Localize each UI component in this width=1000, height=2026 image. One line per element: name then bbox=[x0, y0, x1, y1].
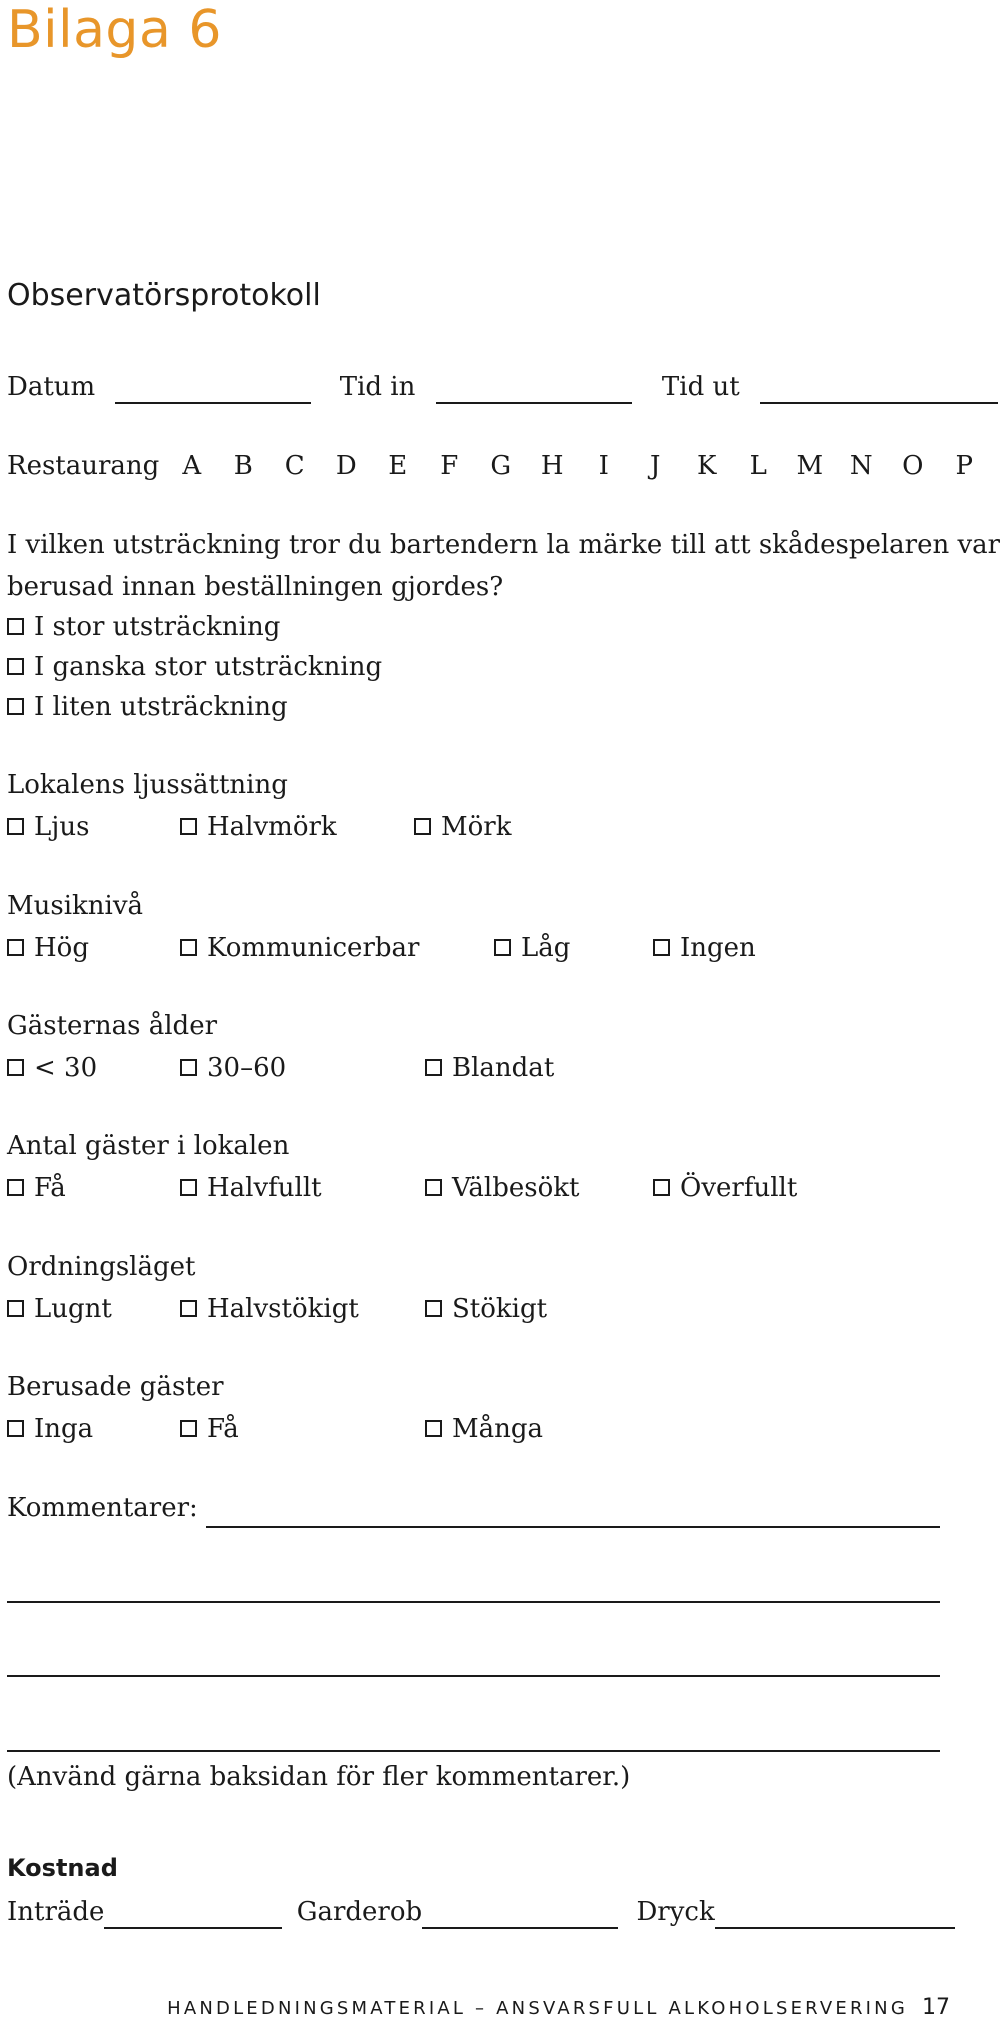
option-label: Låg bbox=[521, 933, 571, 963]
cost-title: Kostnad bbox=[7, 1854, 118, 1882]
date-label: Datum bbox=[7, 372, 96, 402]
entry-label: Inträde bbox=[7, 1897, 105, 1927]
checkbox[interactable] bbox=[425, 1059, 442, 1076]
comments-note: (Använd gärna baksidan för fler kommentarer.) bbox=[7, 1762, 631, 1792]
cost-row bbox=[7, 1895, 955, 1929]
restaurant-letter[interactable]: M bbox=[796, 451, 824, 481]
restaurant-letter[interactable]: C bbox=[284, 451, 305, 481]
restaurant-letter[interactable]: A bbox=[182, 451, 202, 481]
restaurant-label: Restaurang bbox=[7, 451, 160, 481]
checkbox[interactable] bbox=[414, 818, 431, 835]
age-option-mixed[interactable] bbox=[425, 1051, 554, 1085]
time-in-label: Tid in bbox=[339, 372, 416, 402]
option-low-extent[interactable] bbox=[7, 690, 288, 724]
age-option-30-60[interactable] bbox=[180, 1051, 286, 1085]
option-fairly-high-extent[interactable] bbox=[7, 650, 382, 684]
comments-label: Kommentarer: bbox=[7, 1493, 198, 1523]
option-label: Få bbox=[34, 1173, 66, 1203]
drunk-option-few[interactable] bbox=[180, 1412, 239, 1446]
option-label: Få bbox=[207, 1414, 239, 1444]
guests-option-few[interactable] bbox=[7, 1171, 66, 1205]
checkbox[interactable] bbox=[180, 818, 197, 835]
checkbox[interactable] bbox=[7, 1059, 24, 1076]
option-label: Många bbox=[452, 1414, 544, 1444]
guests-label: Antal gäster i lokalen bbox=[7, 1131, 290, 1161]
option-high-extent[interactable] bbox=[7, 610, 280, 644]
time-in-field[interactable] bbox=[436, 378, 632, 404]
checkbox[interactable] bbox=[7, 1179, 24, 1196]
comments-line-3[interactable] bbox=[7, 1675, 940, 1677]
restaurant-letter[interactable]: B bbox=[233, 451, 253, 481]
music-label: Musiknivå bbox=[7, 891, 144, 921]
time-out-label: Tid ut bbox=[661, 372, 740, 402]
checkbox[interactable] bbox=[494, 939, 511, 956]
drunk-option-many[interactable] bbox=[425, 1412, 543, 1446]
restaurant-letter[interactable]: K bbox=[697, 451, 717, 481]
time-out-field[interactable] bbox=[760, 378, 998, 404]
option-label: Halvmörk bbox=[207, 812, 337, 842]
restaurant-letter[interactable]: L bbox=[749, 451, 767, 481]
entry-field[interactable] bbox=[104, 1903, 282, 1929]
checkbox[interactable] bbox=[653, 1179, 670, 1196]
option-label: Hög bbox=[34, 933, 89, 963]
option-label: Överfullt bbox=[680, 1173, 798, 1203]
checkbox[interactable] bbox=[180, 1059, 197, 1076]
option-label: Välbesökt bbox=[452, 1173, 580, 1203]
music-option-high[interactable] bbox=[7, 931, 89, 965]
option-label: < 30 bbox=[34, 1053, 98, 1083]
drink-label: Dryck bbox=[636, 1897, 715, 1927]
page-number: 17 bbox=[922, 1995, 950, 2020]
guests-option-well-visited[interactable] bbox=[425, 1171, 579, 1205]
drunk-label: Berusade gäster bbox=[7, 1372, 224, 1402]
date-row bbox=[7, 370, 998, 404]
age-label: Gästernas ålder bbox=[7, 1011, 218, 1041]
option-label: I ganska stor utsträckning bbox=[34, 652, 383, 682]
order-option-calm[interactable] bbox=[7, 1292, 112, 1326]
checkbox[interactable] bbox=[180, 939, 197, 956]
restaurant-letter[interactable]: I bbox=[598, 451, 609, 481]
checkbox[interactable] bbox=[180, 1420, 197, 1437]
restaurant-letter[interactable]: G bbox=[490, 451, 512, 481]
checkbox[interactable] bbox=[180, 1179, 197, 1196]
option-label: Ingen bbox=[680, 933, 756, 963]
checkbox[interactable] bbox=[7, 939, 24, 956]
restaurant-letter[interactable]: F bbox=[440, 451, 459, 481]
guests-option-half-full[interactable] bbox=[180, 1171, 322, 1205]
comments-line-1[interactable] bbox=[206, 1526, 940, 1528]
option-label: Halvfullt bbox=[207, 1173, 322, 1203]
music-option-low[interactable] bbox=[494, 931, 570, 965]
restaurant-letter[interactable]: N bbox=[849, 451, 873, 481]
drink-field[interactable] bbox=[715, 1903, 955, 1929]
checkbox[interactable] bbox=[653, 939, 670, 956]
checkbox[interactable] bbox=[180, 1300, 197, 1317]
checkbox[interactable] bbox=[425, 1300, 442, 1317]
lighting-option-dark[interactable] bbox=[414, 810, 511, 844]
restaurant-letter[interactable]: P bbox=[955, 451, 973, 481]
option-label: I stor utsträckning bbox=[34, 612, 281, 642]
lighting-label: Lokalens ljussättning bbox=[7, 770, 288, 800]
music-option-conversational[interactable] bbox=[180, 931, 419, 965]
checkbox[interactable] bbox=[425, 1179, 442, 1196]
bartender-question-line2: berusad innan beställningen gjordes? bbox=[7, 572, 504, 602]
checkbox[interactable] bbox=[7, 618, 24, 635]
page-title: Bilaga 6 bbox=[7, 0, 222, 60]
order-option-semi-rowdy[interactable] bbox=[180, 1292, 359, 1326]
checkbox[interactable] bbox=[7, 658, 24, 675]
restaurant-letter[interactable]: H bbox=[540, 451, 564, 481]
checkbox[interactable] bbox=[7, 698, 24, 715]
restaurant-letter[interactable]: E bbox=[388, 451, 408, 481]
restaurant-letter[interactable]: J bbox=[650, 451, 661, 481]
checkbox[interactable] bbox=[425, 1420, 442, 1437]
option-label: Inga bbox=[34, 1414, 94, 1444]
footer bbox=[167, 1995, 950, 2020]
option-label: 30–60 bbox=[207, 1053, 287, 1083]
option-label: I liten utsträckning bbox=[34, 692, 288, 722]
restaurant-letter[interactable]: O bbox=[902, 451, 924, 481]
date-field[interactable] bbox=[115, 378, 311, 404]
footer-text: HANDLEDNINGSMATERIAL – ANSVARSFULL ALKOHOLSERVERING bbox=[167, 1998, 908, 2019]
lighting-option-semidark[interactable] bbox=[180, 810, 337, 844]
bartender-question-line1: I vilken utsträckning tror du bartendern la märke till att skådespelaren var bbox=[7, 530, 1000, 560]
cloakroom-field[interactable] bbox=[422, 1903, 618, 1929]
option-label: Mörk bbox=[441, 812, 512, 842]
comments-line-2[interactable] bbox=[7, 1601, 940, 1603]
drunk-option-none[interactable] bbox=[7, 1412, 93, 1446]
form-title: Observatörsprotokoll bbox=[7, 278, 321, 313]
option-label: Stökigt bbox=[452, 1294, 548, 1324]
checkbox[interactable] bbox=[7, 1300, 24, 1317]
option-label: Blandat bbox=[452, 1053, 555, 1083]
restaurant-letters bbox=[166, 449, 990, 483]
comments-line-4[interactable] bbox=[7, 1750, 940, 1752]
option-label: Kommunicerbar bbox=[207, 933, 420, 963]
order-option-rowdy[interactable] bbox=[425, 1292, 547, 1326]
checkbox[interactable] bbox=[7, 818, 24, 835]
order-label: Ordningsläget bbox=[7, 1252, 196, 1282]
option-label: Lugnt bbox=[34, 1294, 112, 1324]
lighting-option-light[interactable] bbox=[7, 810, 89, 844]
restaurant-letter[interactable]: D bbox=[335, 451, 357, 481]
guests-option-overcrowded[interactable] bbox=[653, 1171, 797, 1205]
age-option-under-30[interactable] bbox=[7, 1051, 97, 1085]
music-option-none[interactable] bbox=[653, 931, 756, 965]
cloakroom-label: Garderob bbox=[296, 1897, 423, 1927]
checkbox[interactable] bbox=[7, 1420, 24, 1437]
option-label: Ljus bbox=[34, 812, 90, 842]
option-label: Halvstökigt bbox=[207, 1294, 359, 1324]
